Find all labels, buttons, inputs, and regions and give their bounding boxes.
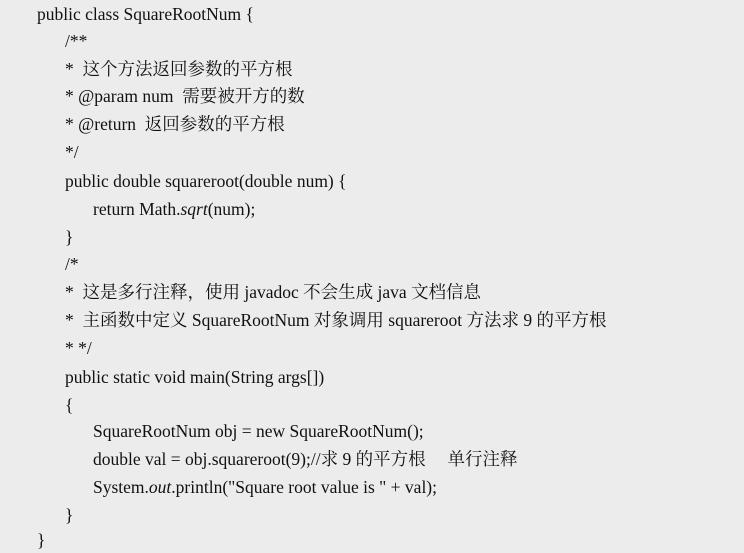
main-close-brace: } (65, 505, 74, 525)
class-declaration: public class SquareRootNum { (37, 4, 254, 24)
javadoc-return: * @return 返回参数的平方根 (65, 114, 285, 134)
print-statement (0, 474, 437, 500)
print-prefix: System. (93, 477, 149, 497)
object-statement: SquareRootNum obj = new SquareRootNum(); (93, 421, 424, 441)
block-comment-line-1: * 这是多行注释，使用 javadoc 不会生成 java 文档信息 (65, 282, 482, 302)
method-close-brace: } (65, 227, 74, 247)
block-comment-close: * */ (65, 338, 92, 358)
block-comment-line-2: * 主函数中定义 SquareRootNum 对象调用 squareroot 方法求 9 的平方根 (65, 310, 607, 330)
value-statement: double val = obj.squareroot(9);//求 9 的平方根 单行注释 (93, 449, 518, 469)
javadoc-open: /** (65, 31, 88, 51)
main-open-brace: { (65, 395, 74, 415)
return-prefix: return Math. (93, 199, 181, 219)
return-statement (0, 196, 255, 222)
return-suffix: (num); (207, 199, 256, 219)
javadoc-close: */ (65, 142, 79, 162)
javadoc-param: * @param num 需要被开方的数 (65, 86, 305, 106)
javadoc-description: * 这个方法返回参数的平方根 (65, 59, 293, 79)
sqrt-method: sqrt (180, 199, 208, 219)
block-comment-open: /* (65, 254, 79, 274)
out-field: out (148, 477, 172, 497)
print-suffix: .println("Square root value is " + val); (171, 477, 437, 497)
class-close-brace: } (37, 530, 46, 550)
main-declaration: public static void main(String args[]) (65, 367, 325, 387)
method-declaration: public double squareroot(double num) { (65, 171, 347, 191)
